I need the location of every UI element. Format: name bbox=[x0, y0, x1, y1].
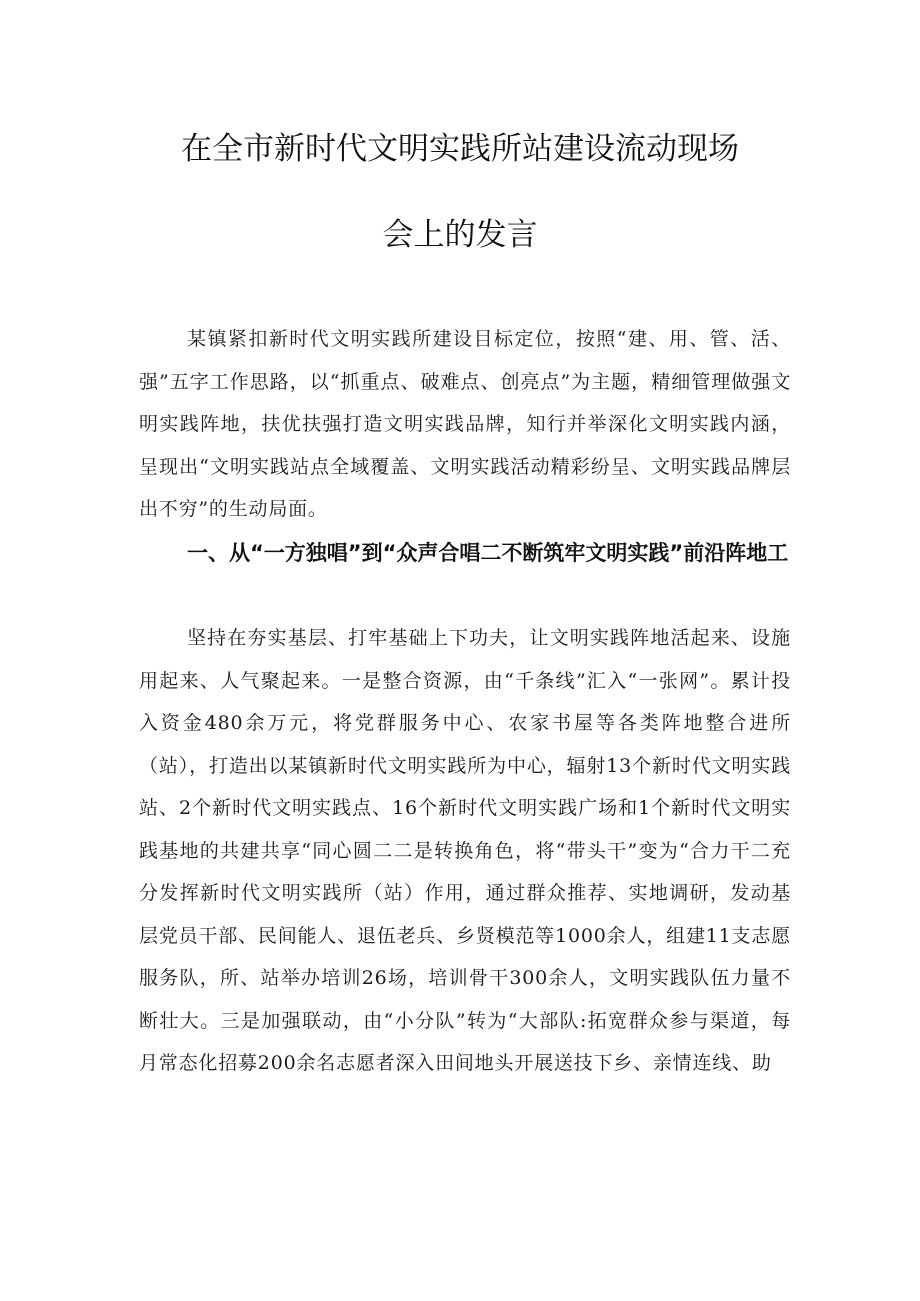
document-title-line1: 在全市新时代文明实践所站建设流动现场 bbox=[181, 131, 739, 167]
document-title-line2: 会上的发言 bbox=[382, 217, 538, 253]
body-paragraph-1: 某镇紧扣新时代文明实践所建设目标定位，按照“建、用、管、活、强”五字工作思路，以“抓重点、破难点、创亮点”为主题，精细管理做强文明实践阵地，扶优扶强打造文明实践品牌，知行并举深化文明实践内涵，呈现出“文明实践站点全域覆盖、文明实践活动精彩纷呈、文明实践品牌层出不穷”的生动局面。 bbox=[139, 328, 791, 520]
body-paragraph-2: 坚持在夯实基层、打牢基础上下功夫，让文明实践阵地活起来、设施用起来、人气聚起来。一是整合资源，由“千条线”汇入“一张网”。累计投入资金480余万元，将党群服务中心、农家书屋等各类阵地整合进所（站），打造出以某镇新时代文明实践所为中心，辐射13个新时代文明实践站、2个新时代文明实践点、16个新时代文明实践广场和1个新时代文明实践基地的共建共享“同心圆二二是转换角色，将“带头干”变为“合力干二充分发挥新时代文明实践所（站）作用，通过群众推荐、实地调研，发动基层党员干部、民间能人、退伍老兵、乡贤模范等1000余人，组建11支志愿服务队，所、站举办培训26场，培训骨干300余人，文明实践队伍力量不断壮大。三是加强联动，由“小分队”转为“大部队:拓宽群众参与渠道，每月常态化招募200余名志愿者深入田间地头开展送技下乡、亲情连线、助 bbox=[139, 627, 791, 1074]
section-heading-1: 一、从“一方独唱”到“众声合唱二不断筑牢文明实践”前沿阵地工 bbox=[187, 541, 789, 565]
